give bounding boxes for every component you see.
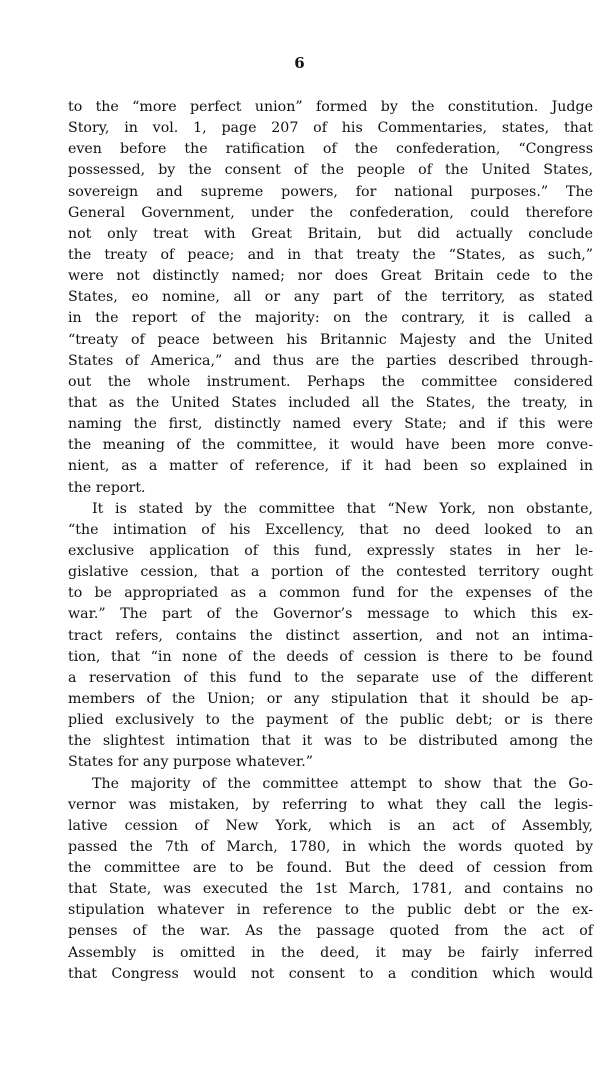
text-line: States of America,” and thus are the parties described through- (68, 352, 593, 369)
text-line: were not distinctly named; nor does Great Britain cede to the (68, 268, 593, 285)
text-line: exclusive application of this fund, expressly states in her le- (68, 542, 593, 559)
text-line: States, eo nomine, all or any part of the territory, as stated (68, 289, 593, 306)
text-line: not only treat with Great Britain, but did actually conclude (68, 225, 593, 242)
text-line: that as the United States included all the States, the treaty, in (68, 394, 593, 411)
text-line: General Government, under the confederation, could therefore (68, 204, 593, 221)
text-line: the report. (68, 479, 146, 496)
text-line: members of the Union; or any stipulation that it should be ap- (68, 690, 593, 707)
text-line: vernor was mistaken, by referring to what they call the legis- (68, 796, 593, 813)
text-line: naming the first, distinctly named every State; and if this were (68, 416, 593, 433)
text-line: “the intimation of his Excellency, that no deed looked to an (68, 521, 593, 538)
page-number: 6 (294, 54, 306, 72)
text-line: plied exclusively to the payment of the public debt; or is there (68, 712, 593, 729)
text-line: sovereign and supreme powers, for national purposes.” The (68, 183, 593, 200)
text-line: nient, as a matter of reference, if it had been so explained in (68, 458, 593, 475)
text-line: States for any purpose whatever.” (68, 754, 314, 771)
text-line: passed the 7th of March, 1780, in which the words quoted by (68, 838, 593, 855)
text-line: to the “more perfect union” formed by the constitution. Judge (68, 99, 593, 115)
text-line: tract refers, contains the distinct assertion, and not an intima- (68, 627, 593, 644)
body-text (68, 97, 593, 985)
text-line: tion, that “in none of the deeds of cession is there to be found (68, 648, 593, 665)
text-line: even before the ratification of the confederation, “Congress (68, 141, 593, 158)
text-line: the slightest intimation that it was to be distributed among the (68, 733, 593, 750)
text-line: Story, in vol. 1, page 207 of his Commentaries, states, that (68, 120, 593, 137)
text-line: lative cession of New York, which is an act of Assembly, (68, 817, 593, 834)
text-line: possessed, by the consent of the people of the United States, (68, 162, 593, 179)
text-line: that State, was executed the 1st March, 1781, and contains no (68, 881, 593, 898)
text-line: a reservation of this fund to the separate use of the different (68, 669, 593, 686)
text-line: that Congress would not consent to a condition which would (68, 965, 593, 982)
text-line: “treaty of peace between his Britannic Majesty and the United (68, 331, 593, 348)
text-line: in the report of the majority: on the contrary, it is called a (68, 310, 593, 327)
text-line: Assembly is omitted in the deed, it may be fairly inferred (68, 944, 593, 961)
text-line: stipulation whatever in reference to the public debt or the ex- (68, 902, 593, 919)
text-line: The majority of the committee attempt to show that the Go- (92, 775, 593, 792)
text-line: the meaning of the committee, it would have been more conve- (68, 437, 593, 454)
text-line: to be appropriated as a common fund for the expenses of the (68, 585, 593, 602)
text-line: out the whole instrument. Perhaps the committee considered (68, 373, 593, 390)
text-line: the committee are to be found. But the deed of cession from (68, 860, 593, 877)
text-line: gislative cession, that a portion of the contested territory ought (68, 564, 593, 581)
text-line: It is stated by the committee that “New York, non obstante, (92, 500, 593, 517)
text-line: penses of the war. As the passage quoted from the act of (68, 923, 593, 940)
text-line: the treaty of peace; and in that treaty the “States, as such,” (68, 246, 593, 263)
text-line: war.” The part of the Governor’s message to which this ex- (68, 606, 593, 623)
